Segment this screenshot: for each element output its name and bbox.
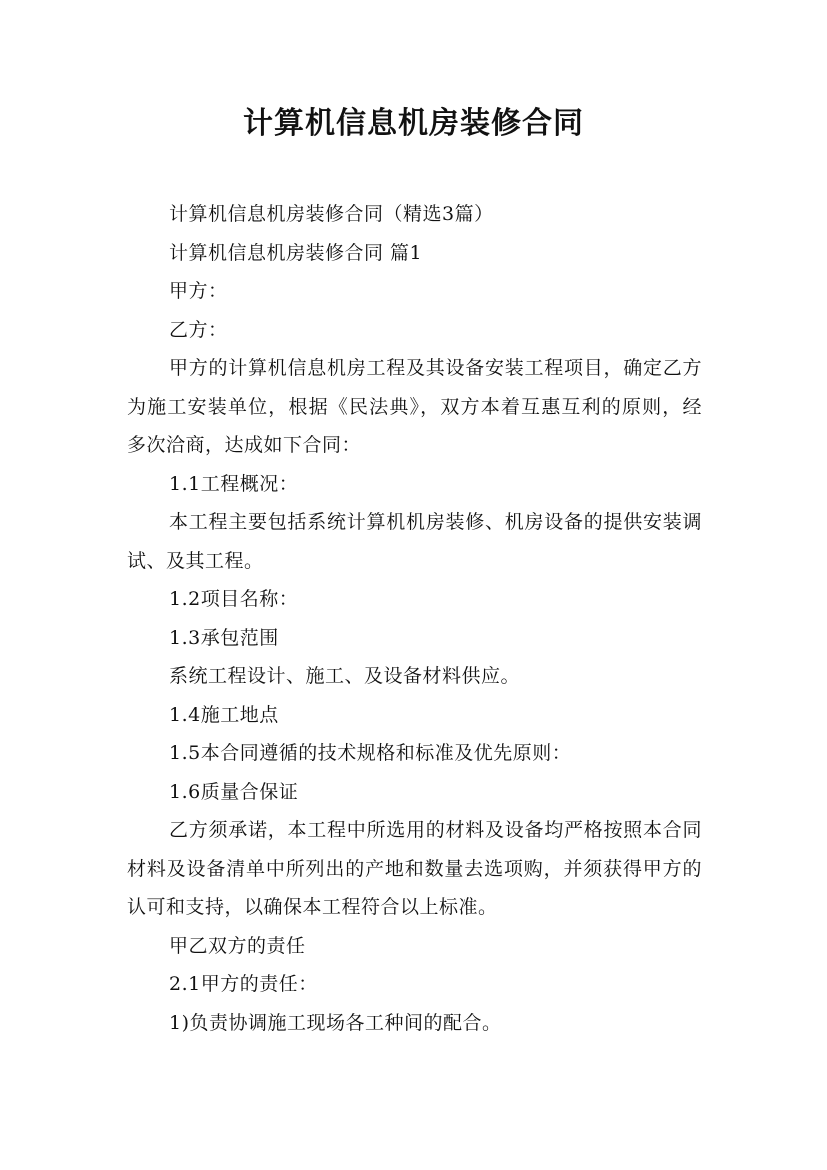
paragraph-party-b: 乙方： [169,318,228,341]
document-title: 计算机信息机房装修合同 [243,106,584,141]
paragraph-1-2-heading: 1.2项目名称： [169,588,299,610]
paragraph-1-1-body: 本工程主要包括系统计算机机房装修、机房设备的提供安装调试、及其工程。 [127,511,702,572]
paragraph-1-5-heading: 1.5本合同遵循的技术规格和标准及优先原则： [169,742,572,764]
paragraph-1-1-heading: 1.1工程概况： [169,472,299,495]
paragraph-party-a: 甲方： [169,280,228,302]
paragraph-1-6-heading: 1.6质量合保证 [169,780,299,803]
document-body [127,195,702,1042]
paragraph-1-6-body: 乙方须承诺，本工程中所选用的材料及设备均严格按照本合同材料及设备清单中所列出的产地和数量去选项购，并须获得甲方的认可和支持，以确保本工程符合以上标准。 [127,819,702,918]
paragraph-intro: 甲方的计算机信息机房工程及其设备安装工程项目，确定乙方为施工安装单位，根据《民法典》，双方本着互惠互利的原则，经多次洽商，达成如下合同： [127,357,702,456]
paragraph-1-3-heading: 1.3承包范围 [169,626,279,649]
paragraph-2-1-item-1: 1)负责协调施工现场各工种间的配合。 [169,1011,502,1034]
paragraph-section-heading: 计算机信息机房装修合同 篇1 [169,241,423,264]
paragraph-1-4-heading: 1.4施工地点 [169,703,279,726]
paragraph-2-1-heading: 2.1甲方的责任： [169,973,318,995]
paragraph-1-3-body: 系统工程设计、施工、及设备材料供应。 [169,665,521,687]
paragraph-responsibilities-heading: 甲乙双方的责任 [169,934,306,957]
paragraph-subtitle: 计算机信息机房装修合同（精选3篇） [169,203,494,225]
